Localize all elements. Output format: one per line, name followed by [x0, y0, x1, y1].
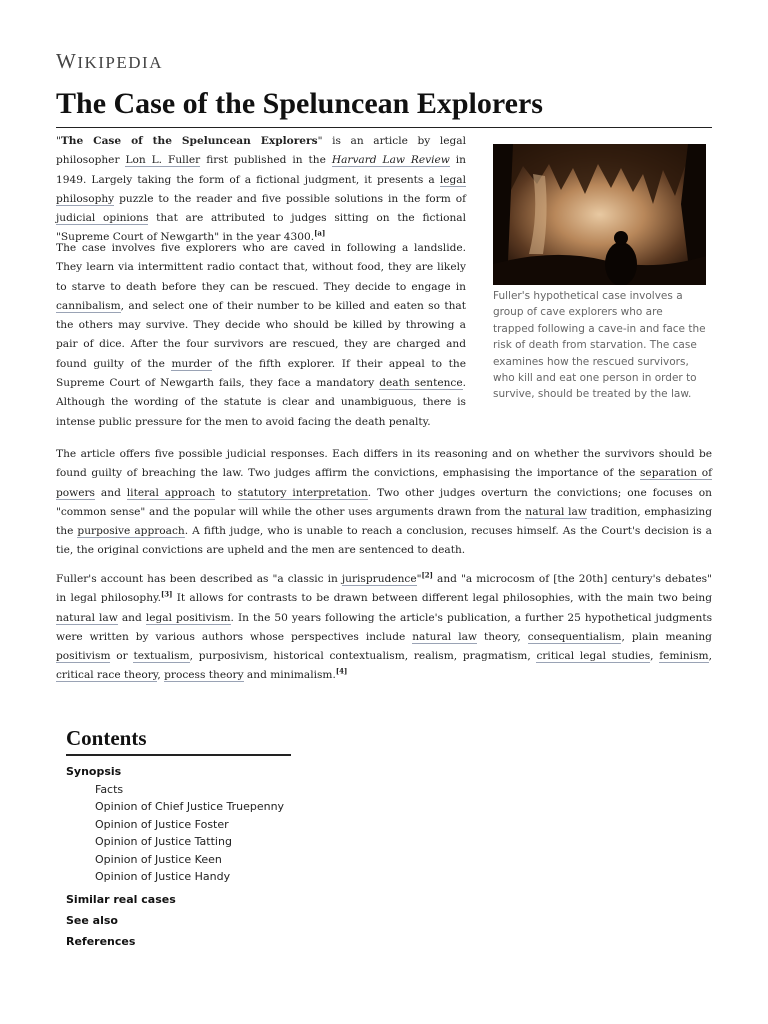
- toc-item-facts[interactable]: Facts: [95, 783, 124, 796]
- link-separation-of-powers[interactable]: separation of powers: [56, 467, 712, 499]
- link-critical-race-theory[interactable]: critical race theory: [56, 669, 158, 682]
- responses-paragraph: The article offers five possible judicial responses. Each differs in its reasoning and on whether the survivors should be found guilty of breaching the law. Two judges affirm the convictions, emphasising the importance of the separation of powers and literal approach to statutory interpretation. Two other judges overturn the convictions; one focuses on "common sense" and the popular will while the other uses arguments drawn from the natural law tradition, emphasizing the purposive approach. A fifth judge, who is unable to reach a conclusion, recuses himself. As the Court's decision is a tie, the original convictions are upheld and the men are sentenced to death.: [56, 448, 713, 557]
- toc-item-keen[interactable]: Opinion of Justice Keen: [95, 852, 222, 866]
- link-critical-legal-studies[interactable]: critical legal studies: [536, 650, 651, 663]
- link-textualism[interactable]: textualism: [133, 650, 190, 663]
- link-natural-law-theory[interactable]: natural law: [412, 630, 477, 643]
- link-statutory-interpretation[interactable]: statutory interpretation: [237, 486, 368, 499]
- case-paragraph: The case involves five explorers who are caved in following a landslide. They learn via intermittent radio contact that, without food, they are likely to starve to death before they can be rescued. They decide to engage in cannibalism, and select one of their number to be killed and eaten so that the others may survive. They decide who should be killed by throwing a pair of dice. After the four survivors are rescued, they are charged and found guilty of the murder of the fifth explorer. If their appeal to the Supreme Court of Newgarth fails, they face a mandatory death sentence. Although the wording of the statute is clear and unambiguous, there is intense public pressure for the men to avoid facing the death penalty.: [56, 242, 466, 428]
- wordmark-w-lead: W: [56, 49, 78, 73]
- wikipedia-wordmark[interactable]: [56, 49, 163, 74]
- link-cannibalism[interactable]: cannibalism: [56, 299, 121, 312]
- link-natural-law[interactable]: natural law: [525, 505, 587, 518]
- figure-caption: Fuller's hypothetical case involves a group of cave explorers who are trapped following a cave-in and face the risk of death from starvation. The case examines how the rescued survivors, who kill and eat one person in order to survive, should be treated by the law.: [493, 290, 706, 401]
- ref-2[interactable]: [2]: [421, 570, 433, 580]
- note-a[interactable]: [a]: [314, 228, 326, 238]
- link-lon-fuller[interactable]: Lon L. Fuller: [125, 154, 201, 167]
- bold-title: The Case of the Speluncean Explorers: [60, 135, 318, 147]
- toc-item-tatting[interactable]: Opinion of Justice Tatting: [95, 835, 232, 849]
- toc-title: Contents: [66, 726, 291, 756]
- link-natural-law-2[interactable]: natural law: [56, 611, 118, 624]
- link-legal-philosophy[interactable]: legal philosophy: [56, 173, 466, 205]
- toc-item-see-also[interactable]: See also: [66, 914, 118, 928]
- link-positivism[interactable]: positivism: [56, 650, 111, 663]
- toc-item-handy[interactable]: Opinion of Justice Handy: [95, 870, 231, 884]
- link-death-sentence[interactable]: death sentence: [379, 377, 463, 390]
- account-paragraph: Fuller's account has been described as "a classic in jurisprudence"[2] and "a microcosm of [the 20th] century's debates" in legal philosophy.[3] It allows for contrasts to be drawn between different legal philosophies, with the main two being natural law and legal positivism. In the 50 years following the article's publication, a further 25 hypothetical judgments were written by various authors whose perspectives include natural law theory, consequentialism, plain meaning positivism or textualism, purposivism, historical contextualism, realism, pragmatism, critical legal studies, feminism, critical race theory, process theory and minimalism.[4]: [56, 570, 713, 682]
- link-murder[interactable]: murder: [171, 357, 212, 370]
- link-literal-approach[interactable]: literal approach: [126, 486, 216, 499]
- link-jurisprudence[interactable]: jurisprudence: [341, 573, 417, 585]
- link-feminism[interactable]: feminism: [659, 650, 709, 663]
- ref-4[interactable]: [4]: [335, 666, 348, 676]
- wordmark-text: IKIPEDIA: [77, 53, 163, 72]
- link-legal-positivism[interactable]: legal positivism: [145, 611, 231, 624]
- toc-item-references[interactable]: References: [66, 935, 136, 949]
- link-consequentialism[interactable]: consequentialism: [527, 630, 622, 643]
- link-process-theory[interactable]: process theory: [164, 669, 244, 682]
- link-harvard-law-review[interactable]: Harvard Law Review: [331, 154, 450, 167]
- toc-item-similar-cases[interactable]: Similar real cases: [66, 893, 176, 907]
- ref-3[interactable]: [3]: [160, 589, 173, 599]
- link-purposive-approach[interactable]: purposive approach: [77, 525, 185, 538]
- toc-item-truepenny[interactable]: Opinion of Chief Justice Truepenny: [95, 800, 285, 814]
- link-judicial-opinions[interactable]: judicial opinions: [56, 212, 149, 225]
- cave-explorers-image[interactable]: [493, 144, 706, 285]
- toc-item-synopsis[interactable]: Synopsis: [66, 765, 122, 778]
- intro-paragraph: "The Case of the Speluncean Explorers" is an article by legal philosopher Lon L. Fuller first published in the Harvard Law Review in 1949. Largely taking the form of a fictional judgment, it presents a legal philosophy puzzle to the reader and five possible solutions in the form of judicial opinions that are attributed to judges sitting on the fictional "Supreme Court of Newgarth" in the year 4300.[a]: [56, 135, 467, 244]
- cave-figure: [493, 144, 707, 403]
- toc-item-foster[interactable]: Opinion of Justice Foster: [95, 817, 229, 831]
- table-of-contents: [66, 726, 306, 951]
- page-title: The Case of the Speluncean Explorers: [56, 84, 712, 128]
